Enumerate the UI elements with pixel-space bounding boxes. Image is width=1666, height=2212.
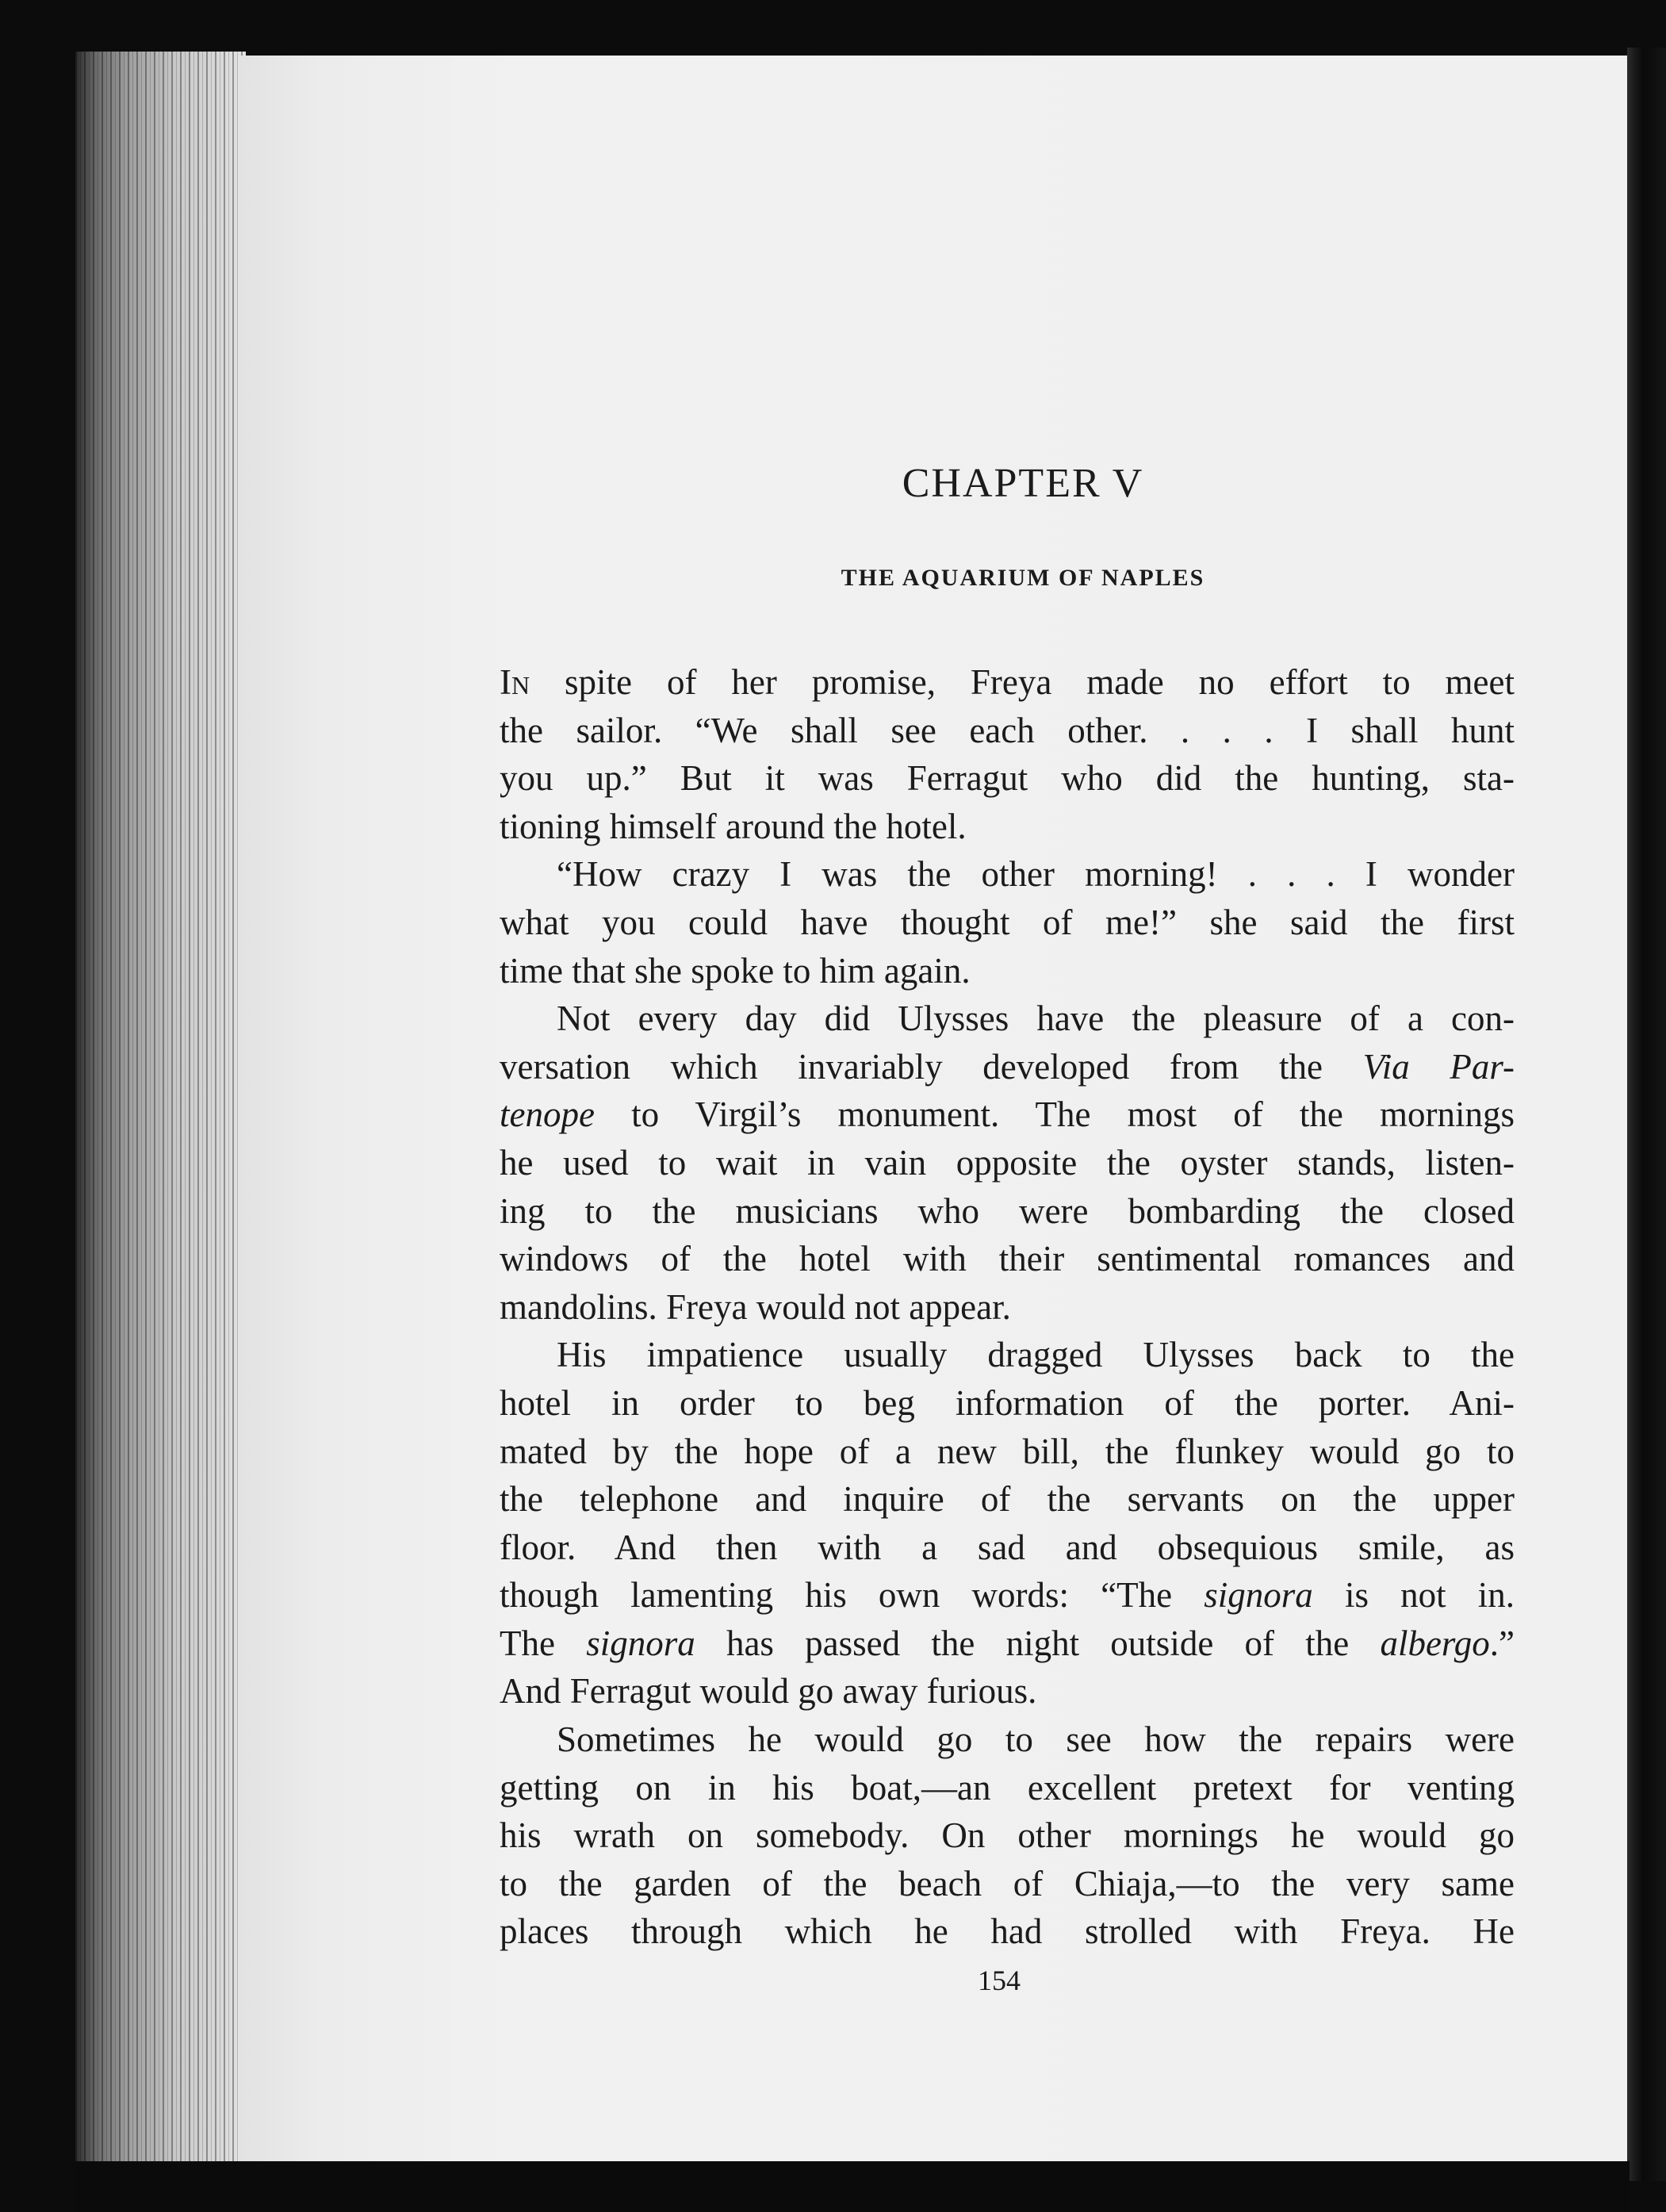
text-line: he used to wait in vain opposite the oyster stands, listen- bbox=[500, 1142, 1515, 1183]
text-span: has passed the night outside of the bbox=[695, 1623, 1381, 1663]
text-line: time that she spoke to him again. bbox=[500, 950, 971, 991]
italic-span: Via Par- bbox=[1362, 1046, 1515, 1087]
text-line bbox=[500, 1091, 1515, 1139]
text-line: to the garden of the beach of Chiaja,—to the very same bbox=[500, 1863, 1515, 1903]
text-line: Sometimes he would go to see how the repairs were bbox=[557, 1719, 1515, 1760]
text-line: windows of the hotel with their sentimental romances and bbox=[500, 1239, 1515, 1279]
text-line: the sailor. “We shall see each other. . . . I shall hunt bbox=[500, 710, 1515, 750]
text-span: though lamenting his own words: “The bbox=[500, 1575, 1204, 1616]
text-span: The bbox=[500, 1623, 587, 1663]
page-edges bbox=[75, 52, 246, 2165]
text-line: his wrath on somebody. On other mornings he would go bbox=[500, 1815, 1515, 1856]
text-line bbox=[500, 658, 1515, 707]
text-line: you up.” But it was Ferragut who did the hunting, sta- bbox=[500, 758, 1515, 799]
paragraph-5 bbox=[500, 1716, 1515, 1956]
text-line: what you could have thought of me!” she said the first bbox=[500, 902, 1515, 942]
text-line: places through which he had strolled with Freya. He bbox=[500, 1911, 1515, 1952]
text-line: And Ferragut would go away furious. bbox=[500, 1671, 1037, 1712]
paragraph-3 bbox=[500, 995, 1515, 1331]
paragraph-2 bbox=[500, 850, 1515, 995]
bottom-edge bbox=[75, 2161, 1630, 2212]
italic-span: tenope bbox=[500, 1094, 595, 1135]
text-line: mandolins. Freya would not appear. bbox=[500, 1286, 1011, 1327]
text-line: hotel in order to beg information of the porter. Ani- bbox=[500, 1382, 1515, 1423]
text-line: His impatience usually dragged Ulysses back to the bbox=[557, 1335, 1515, 1375]
text-line: Not every day did Ulysses have the pleasure of a con- bbox=[557, 999, 1515, 1039]
text-line: “How crazy I was the other morning! . . . I wonder bbox=[557, 854, 1515, 895]
text-line: mated by the hope of a new bill, the flunkey would go to bbox=[500, 1431, 1515, 1471]
body-text bbox=[500, 658, 1515, 1956]
text-span: .” bbox=[1489, 1623, 1515, 1663]
text-line bbox=[500, 1043, 1515, 1091]
text-line bbox=[500, 1571, 1515, 1620]
text-span: versation which invariably developed from the bbox=[500, 1046, 1363, 1087]
drop-word: In bbox=[500, 662, 530, 702]
chapter-heading: CHAPTER V bbox=[902, 461, 1144, 506]
paragraph-4 bbox=[500, 1331, 1515, 1716]
page-number: 154 bbox=[978, 1965, 1021, 1996]
paragraph-1 bbox=[500, 658, 1515, 850]
text-line: getting on in his boat,—an excellent pretext for venting bbox=[500, 1767, 1515, 1808]
text-line: ing to the musicians who were bombarding the closed bbox=[500, 1190, 1515, 1231]
chapter-title: THE AQUARIUM OF NAPLES bbox=[841, 565, 1205, 591]
italic-span: signora bbox=[586, 1623, 695, 1663]
text-span: spite of her promise, Freya made no effort to meet bbox=[530, 662, 1515, 702]
binding-edge bbox=[1627, 48, 1666, 2181]
text-span: to Virgil’s monument. The most of the mornings bbox=[594, 1094, 1515, 1135]
text-span: is not in. bbox=[1312, 1575, 1515, 1616]
italic-span: albergo bbox=[1380, 1623, 1490, 1663]
text-line bbox=[500, 1620, 1515, 1668]
text-line: tioning himself around the hotel. bbox=[500, 806, 967, 846]
text-line: floor. And then with a sad and obsequious smile, as bbox=[500, 1527, 1515, 1567]
italic-span: signora bbox=[1204, 1575, 1313, 1616]
text-line: the telephone and inquire of the servants on the upper bbox=[500, 1479, 1515, 1520]
